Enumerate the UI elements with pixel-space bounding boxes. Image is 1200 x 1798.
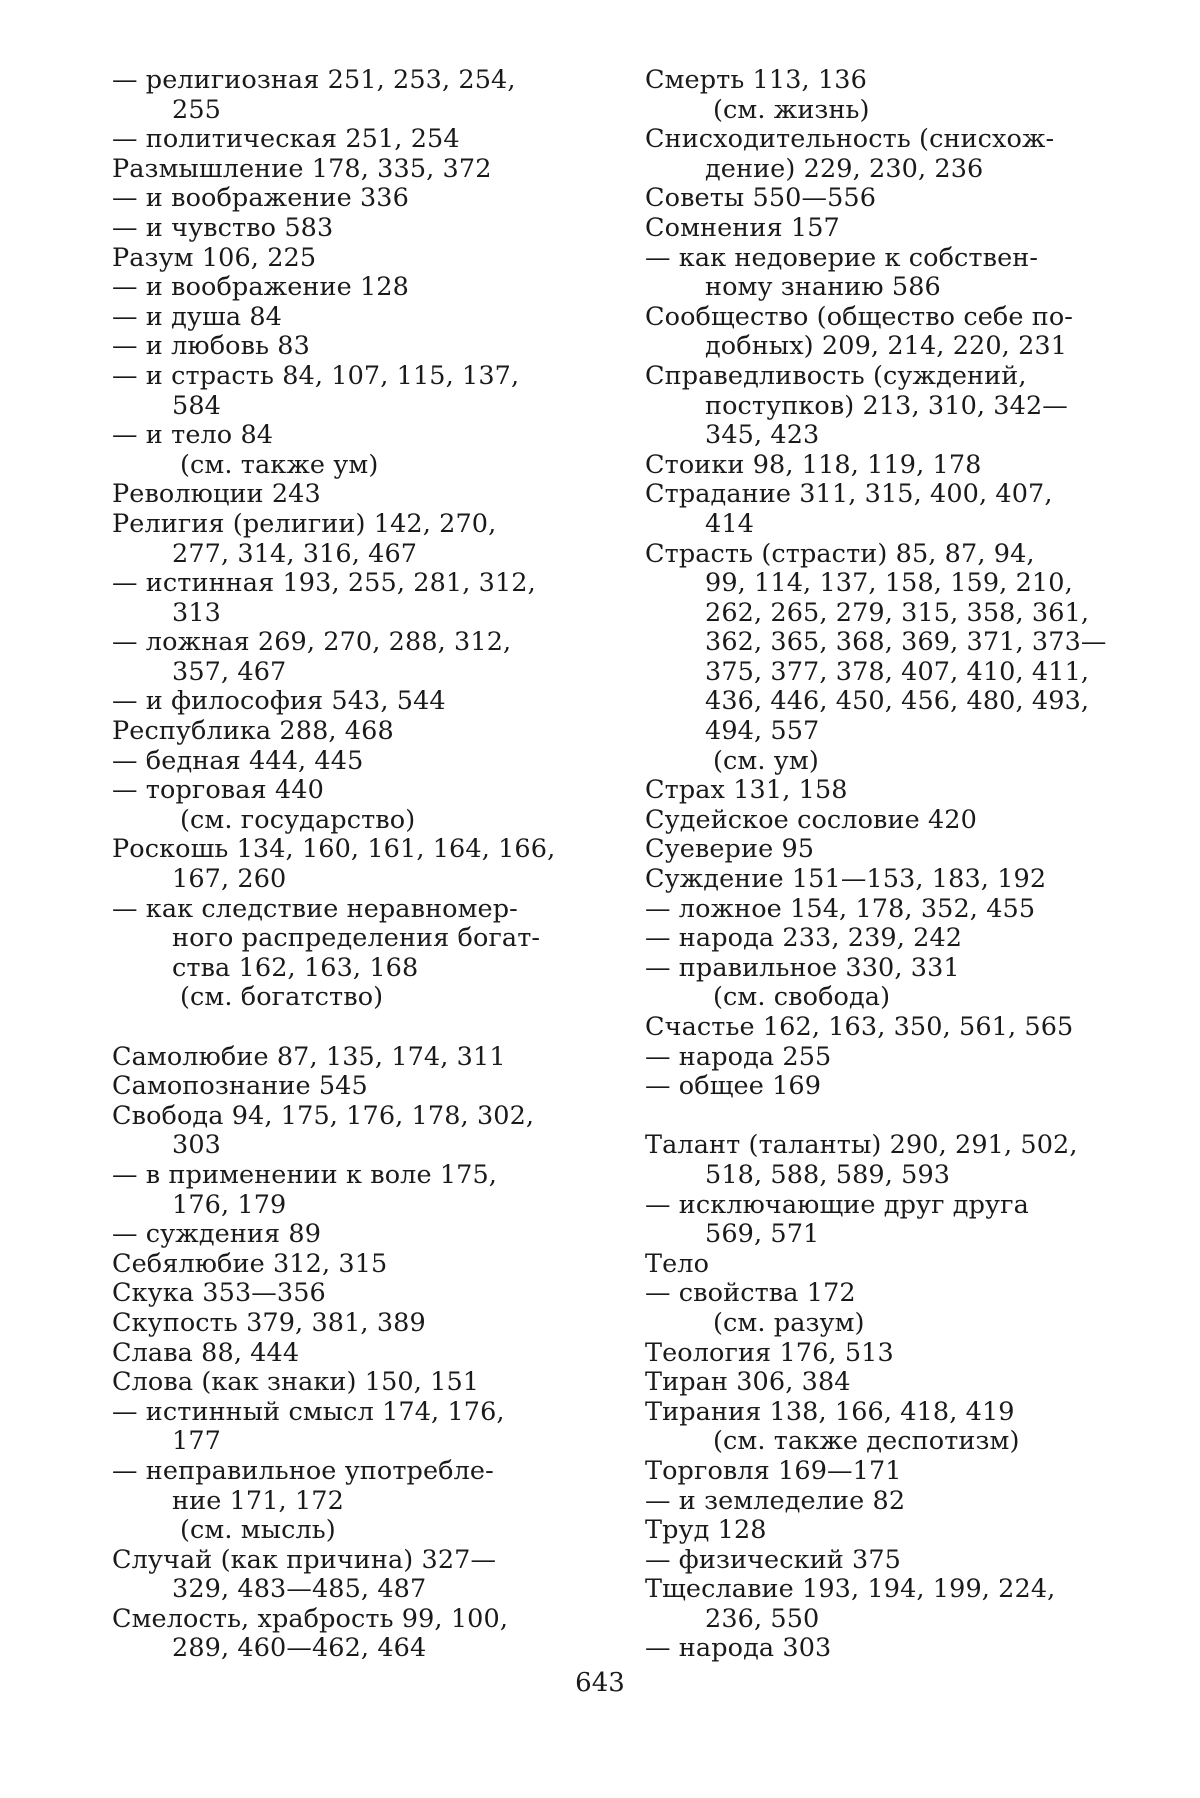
index-entry-line: Талант (таланты) 290, 291, 502,: [645, 1130, 1078, 1161]
index-entry-line: Суеверие 95: [645, 834, 815, 865]
index-entry-line: — религиозная 251, 253, 254,: [112, 65, 516, 95]
index-entry-line: Страдание 311, 315, 400, 407,: [645, 479, 1053, 510]
index-entry-line: Разум 106, 225: [112, 242, 317, 273]
index-entry-line: Тиран 306, 384: [645, 1367, 851, 1398]
index-entry-line: Слова (как знаки) 150, 151: [112, 1367, 480, 1398]
index-column-right: [645, 65, 1107, 1664]
index-entry-line: — и воображение 128: [112, 272, 409, 303]
index-entry-line: Размышление 178, 335, 372: [112, 153, 492, 184]
index-entry-line: Случай (как причина) 327—: [112, 1544, 497, 1575]
index-column-left: [112, 65, 556, 1664]
index-entry-line: Скупость 379, 381, 389: [112, 1307, 426, 1338]
index-entry-line: Свобода 94, 175, 176, 178, 302,: [112, 1100, 535, 1131]
index-entry-line: Счастье 162, 163, 350, 561, 565: [645, 1012, 1074, 1042]
index-entry-line: Советы 550—556: [645, 183, 877, 214]
index-entry-line: — и душа 84: [112, 301, 282, 332]
index-entry-line: — как недоверие к собствен-: [645, 242, 1039, 273]
index-entry-line: Слава 88, 444: [112, 1337, 300, 1368]
index-entry-line: Теология 176, 513: [645, 1337, 894, 1368]
index-entry-line: 362, 365, 368, 369, 371, 373—: [705, 627, 1107, 658]
index-entry-line: — и любовь 83: [112, 331, 310, 362]
index-entry-line: Смелость, храбрость 99, 100,: [112, 1603, 509, 1634]
index-entry-line: Страсть (страсти) 85, 87, 94,: [645, 538, 1035, 569]
index-entry-line: — общее 169: [645, 1071, 822, 1102]
index-entry-line: Скука 353—356: [112, 1278, 326, 1309]
index-entry-line: (см. богатство): [180, 982, 384, 1013]
index-entry-line: Торговля 169—171: [645, 1455, 902, 1486]
index-entry-line: Суждение 151—153, 183, 192: [645, 864, 1047, 895]
index-entry-line: Самопознание 545: [112, 1071, 368, 1102]
index-entry-line: — и земледелие 82: [645, 1485, 906, 1516]
index-entry-line: — свойства 172: [645, 1278, 856, 1309]
index-entry-line: 414: [705, 508, 754, 539]
index-entry-line: — правильное 330, 331: [645, 952, 960, 983]
index-entry-line: (см. мысль): [180, 1515, 336, 1546]
index-entry-line: — и воображение 336: [112, 183, 409, 214]
index-entry-line: 345, 423: [705, 420, 820, 451]
page-number: 643: [575, 1668, 625, 1698]
index-entry-line: Снисходительность (снисхож-: [645, 124, 1055, 155]
blank-line: [645, 1102, 1090, 1132]
index-entry-line: Справедливость (суждений,: [645, 360, 1027, 391]
index-entry-line: Смерть 113, 136: [645, 65, 867, 95]
index-entry-line: — и философия 543, 544: [112, 686, 446, 717]
index-entry-line: ного распределения богат-: [172, 923, 541, 954]
index-entry-line: ние 171, 172: [172, 1485, 344, 1516]
index-entry-line: Стоики 98, 118, 119, 178: [645, 449, 982, 480]
index-entry-line: 569, 571: [705, 1219, 820, 1250]
index-entry-line: — суждения 89: [112, 1219, 322, 1250]
index-entry-line: Тело: [645, 1248, 710, 1279]
index-entry-line: ства 162, 163, 168: [172, 952, 419, 983]
index-entry-line: — торговая 440: [112, 775, 324, 806]
index-entry-line: добных) 209, 214, 220, 231: [705, 331, 1068, 362]
index-entry-line: (см. жизнь): [713, 94, 870, 125]
index-entry-line: — и страсть 84, 107, 115, 137,: [112, 360, 520, 391]
index-entry-line: 99, 114, 137, 158, 159, 210,: [705, 568, 1073, 599]
index-entry-line: — бедная 444, 445: [112, 745, 364, 776]
index-entry-line: (см. разум): [713, 1307, 865, 1338]
index-entry-line: Сомнения 157: [645, 212, 840, 243]
index-entry-line: — неправильное употребле-: [112, 1455, 494, 1486]
index-entry-line: 375, 377, 378, 407, 410, 411,: [705, 656, 1090, 687]
index-entry-line: 289, 460—462, 464: [172, 1633, 427, 1664]
index-entry-line: (см. государство): [180, 804, 416, 835]
index-entry-line: 518, 588, 589, 593: [705, 1159, 951, 1190]
index-entry-line: 303: [172, 1130, 221, 1161]
index-entry-line: — истинный смысл 174, 176,: [112, 1396, 505, 1427]
index-entry-line: 277, 314, 316, 467: [172, 538, 418, 569]
index-entry-line: 494, 557: [705, 716, 820, 747]
index-entry-line: (см. свобода): [713, 982, 891, 1013]
index-entry-line: 177: [172, 1426, 221, 1457]
index-entry-line: 584: [172, 390, 221, 421]
index-entry-line: 255: [172, 94, 221, 125]
index-entry-line: Революции 243: [112, 479, 321, 510]
index-entry-line: Себялюбие 312, 315: [112, 1248, 388, 1279]
index-entry-line: 313: [172, 597, 221, 628]
index-entry-line: — ложное 154, 178, 352, 455: [645, 893, 1036, 924]
index-entry-line: 176, 179: [172, 1189, 287, 1220]
index-entry-line: (см. также деспотизм): [713, 1426, 1020, 1457]
index-entry-line: — народа 255: [645, 1041, 832, 1072]
blank-line: [112, 1013, 552, 1043]
index-entry-line: — народа 233, 239, 242: [645, 923, 963, 954]
index-entry-line: — исключающие друг друга: [645, 1189, 1029, 1220]
index-entry-line: — ложная 269, 270, 288, 312,: [112, 627, 512, 658]
index-entry-line: Сообщество (общество себе по-: [645, 301, 1074, 332]
index-entry-line: — и чувство 583: [112, 212, 334, 243]
index-entry-line: (см. также ум): [180, 449, 379, 480]
index-entry-line: — и тело 84: [112, 420, 274, 451]
index-entry-line: Самолюбие 87, 135, 174, 311: [112, 1041, 506, 1072]
index-entry-line: 357, 467: [172, 656, 287, 687]
index-entry-line: Труд 128: [645, 1515, 767, 1546]
index-entry-line: Республика 288, 468: [112, 716, 394, 747]
index-entry-line: 329, 483—485, 487: [172, 1574, 427, 1605]
index-entry-line: — истинная 193, 255, 281, 312,: [112, 568, 536, 599]
index-entry-line: 167, 260: [172, 864, 287, 895]
index-entry-line: поступков) 213, 310, 342—: [705, 390, 1068, 421]
index-entry-line: — в применении к воле 175,: [112, 1159, 498, 1190]
index-entry-line: Страх 131, 158: [645, 775, 848, 806]
index-entry-line: 436, 446, 450, 456, 480, 493,: [705, 686, 1090, 717]
index-entry-line: — физический 375: [645, 1544, 902, 1575]
index-entry-line: Религия (религии) 142, 270,: [112, 508, 497, 539]
index-entry-line: ному знанию 586: [705, 272, 941, 303]
index-entry-line: Тирания 138, 166, 418, 419: [645, 1396, 1015, 1427]
index-entry-line: 236, 550: [705, 1603, 820, 1634]
index-entry-line: Судейское сословие 420: [645, 804, 977, 835]
index-entry-line: — народа 303: [645, 1633, 832, 1664]
index-entry-line: 262, 265, 279, 315, 358, 361,: [705, 597, 1090, 628]
index-entry-line: (см. ум): [713, 745, 819, 776]
index-entry-line: Роскошь 134, 160, 161, 164, 166,: [112, 834, 556, 865]
index-entry-line: — политическая 251, 254: [112, 124, 460, 155]
index-entry-line: — как следствие неравномер-: [112, 893, 518, 924]
index-entry-line: Тщеславие 193, 194, 199, 224,: [645, 1574, 1056, 1605]
index-entry-line: дение) 229, 230, 236: [705, 153, 984, 184]
